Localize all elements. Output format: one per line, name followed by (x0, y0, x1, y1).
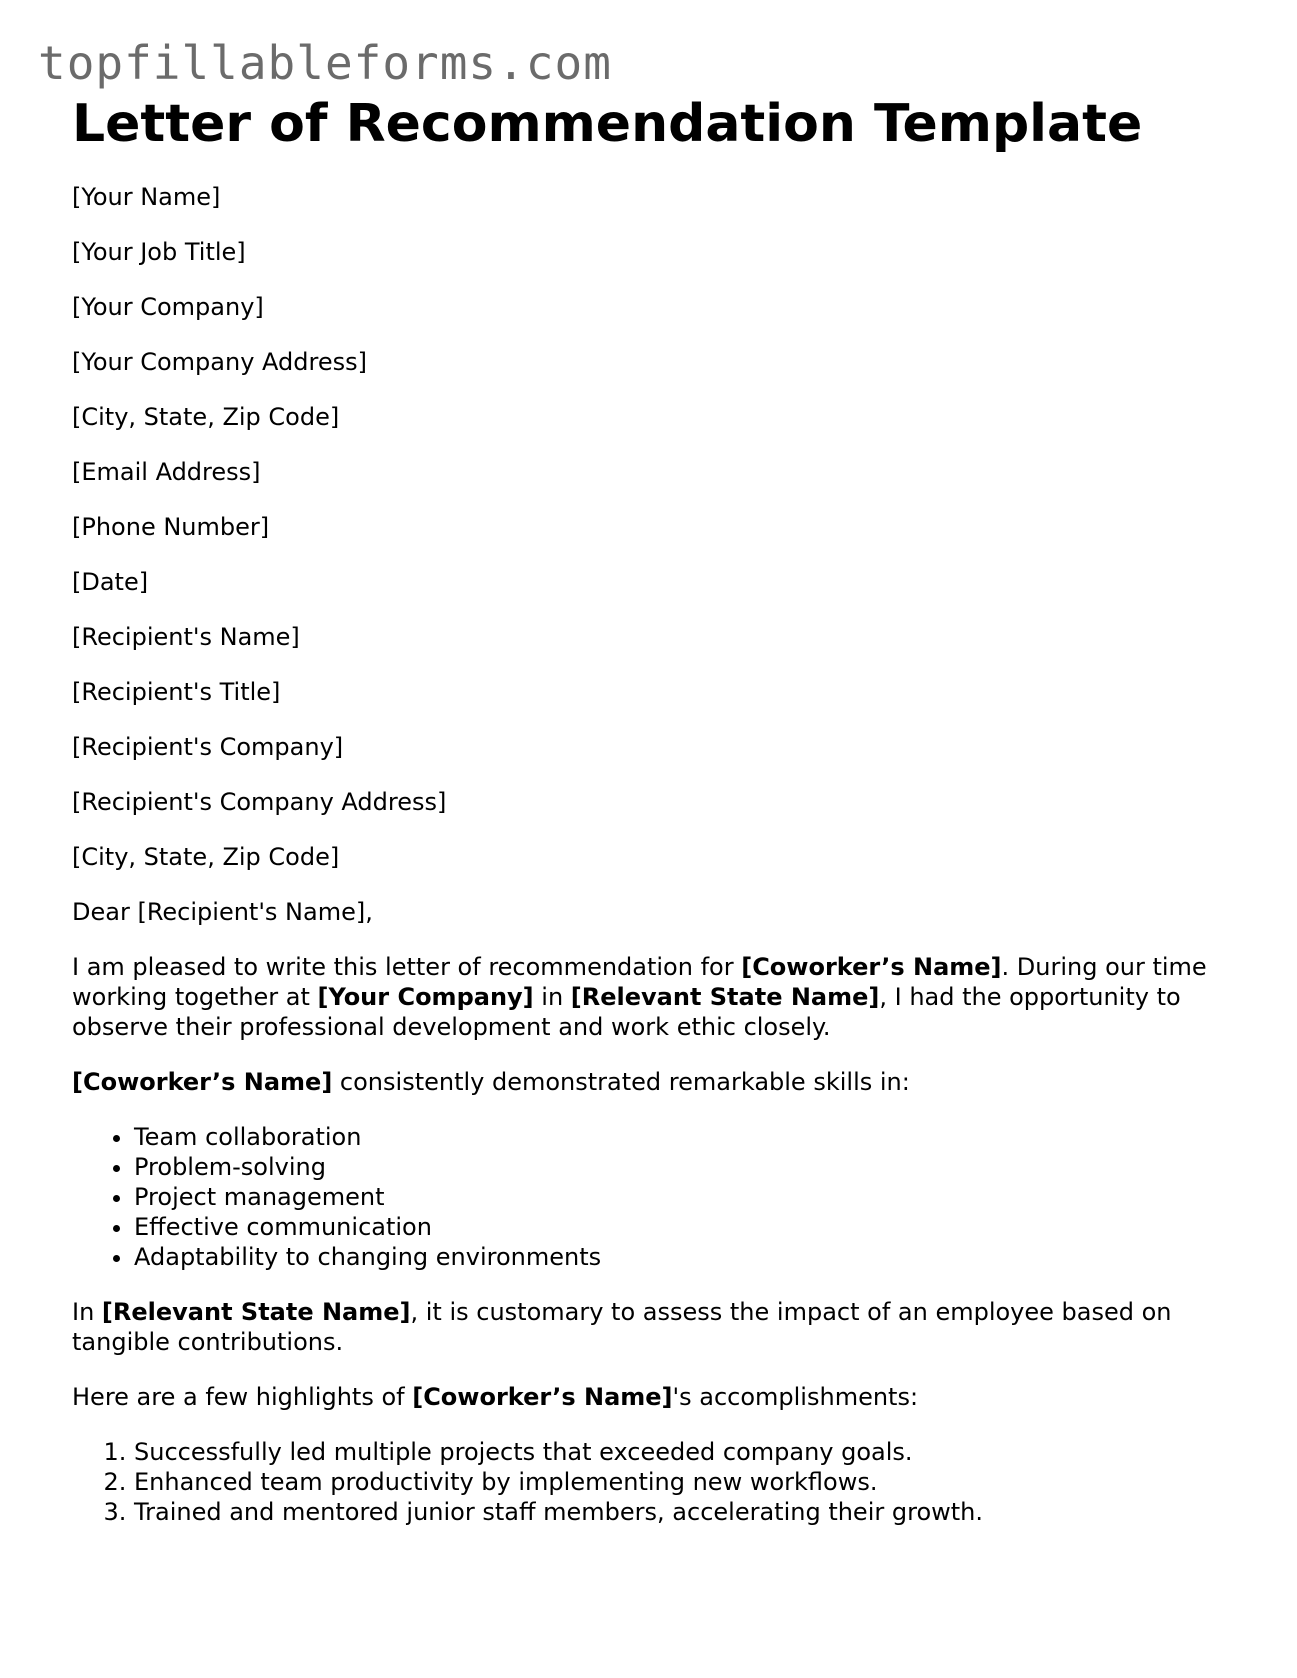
coworker-name-placeholder: [Coworker’s Name] (412, 1383, 673, 1411)
letter-document (72, 88, 1232, 1527)
state-name-placeholder: [Relevant State Name] (570, 983, 880, 1011)
list-item: • Team collaboration (134, 1122, 1232, 1152)
sender-company: [Your Company] (72, 293, 264, 321)
intro-paragraph (72, 952, 1232, 1042)
coworker-name-placeholder: [Coworker’s Name] (72, 1068, 333, 1096)
state-name-placeholder: [Relevant State Name] (101, 1298, 411, 1326)
recipient-title: [Recipient's Title] (72, 678, 281, 706)
highlights-list (72, 1437, 1232, 1527)
salutation: Dear [Recipient's Name], (72, 898, 373, 926)
sender-company-address: [Your Company Address] (72, 348, 367, 376)
sender-name: [Your Name] (72, 183, 221, 211)
state-text-2: , it is customary to assess the impact of an employee based on tangible contributions. (72, 1298, 1172, 1356)
highlights-text-2: 's accomplishments: (672, 1383, 919, 1411)
letter-date: [Date] (72, 568, 149, 596)
list-item: • Adaptability to changing environments (134, 1242, 1232, 1272)
list-item: 1. Successfully led multiple projects that exceeded company goals. (134, 1437, 1232, 1467)
recipient-company-address: [Recipient's Company Address] (72, 788, 447, 816)
sender-city-state-zip: [City, State, Zip Code] (72, 403, 340, 431)
list-item: • Project management (134, 1182, 1232, 1212)
intro-text-1: I am pleased to write this letter of recommendation for (72, 953, 742, 981)
intro-text-3: in (533, 983, 571, 1011)
recipient-city-state-zip: [City, State, Zip Code] (72, 843, 340, 871)
highlights-intro-paragraph (72, 1382, 1232, 1412)
list-item: 3. Trained and mentored junior staff members, accelerating their growth. (134, 1497, 1232, 1527)
coworker-name-placeholder: [Coworker’s Name] (741, 953, 1002, 981)
intro-text-2: . During our time working together at (72, 953, 1207, 1011)
sender-email: [Email Address] (72, 458, 261, 486)
skills-list (72, 1122, 1232, 1272)
state-text-1: In (72, 1298, 102, 1326)
company-placeholder: [Your Company] (317, 983, 534, 1011)
site-watermark: topfillableforms.com (38, 36, 612, 90)
list-item: • Effective communication (134, 1212, 1232, 1242)
recipient-name: [Recipient's Name] (72, 623, 300, 651)
skills-intro-paragraph (72, 1067, 1232, 1097)
list-item: 2. Enhanced team productivity by implementing new workflows. (134, 1467, 1232, 1497)
sender-phone: [Phone Number] (72, 513, 270, 541)
state-paragraph (72, 1297, 1232, 1357)
sender-job-title: [Your Job Title] (72, 238, 246, 266)
highlights-text-1: Here are a few highlights of (72, 1383, 413, 1411)
recipient-company: [Recipient's Company] (72, 733, 344, 761)
intro-text-4: , I had the opportunity to observe their professional development and work ethic closely. (72, 983, 1181, 1041)
page-title: Letter of Recommendation Template (72, 94, 1143, 154)
list-item: • Problem-solving (134, 1152, 1232, 1182)
skills-intro-text: consistently demonstrated remarkable skills in: (332, 1068, 910, 1096)
